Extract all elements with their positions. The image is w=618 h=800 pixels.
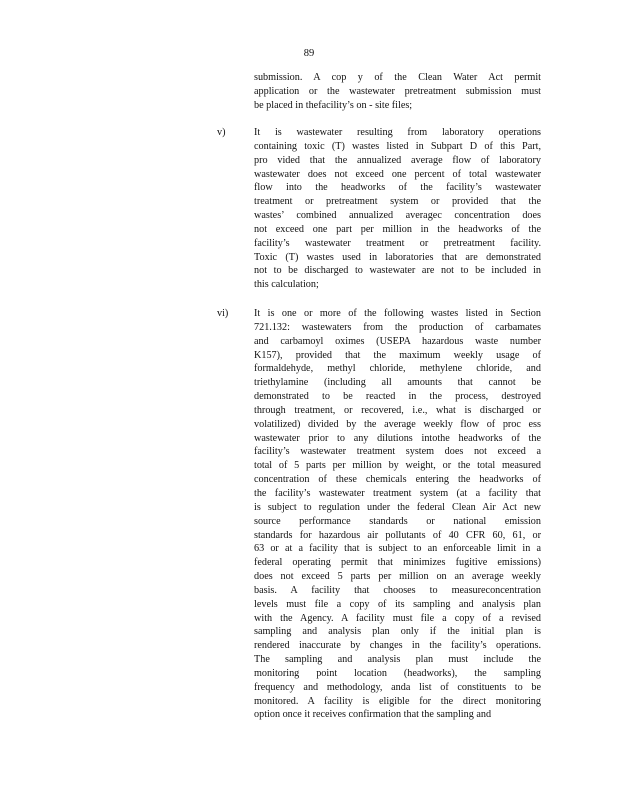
- text-line: total of 5 parts per million by weight, or the total measured: [254, 460, 541, 472]
- text-line: K157), provided that the maximum weekly usage of: [254, 349, 541, 361]
- text-line: not to be discharged to wastewater are not to be included in: [254, 265, 541, 277]
- text-line: sampling and analysis plan only if the initial plan is: [254, 626, 541, 638]
- text-line: rendered inaccurate by changes in the facility’s operations.: [254, 640, 541, 652]
- page-number: 89: [303, 48, 315, 59]
- text-line: wastewater prior to any dilutions intothe headworks of the: [254, 432, 541, 444]
- text-line: this calculation;: [254, 279, 319, 291]
- text-line: treatment or pretreatment system or provided that the: [254, 196, 541, 208]
- text-line: 721.132: wastewaters from the production of carbamates: [254, 321, 541, 333]
- text-line: facility’s wastewater treatment system does not exceed a: [254, 446, 541, 458]
- text-line: monitored. A facility is eligible for the direct monitoring: [254, 695, 541, 707]
- text-line: and carbamoyl oximes (USEPA hazardous waste number: [254, 335, 541, 347]
- text-line: concentration of these chemicals entering the headworks of: [254, 474, 541, 486]
- text-line: monitoring point location (headworks), the sampling: [254, 667, 541, 679]
- text-line: frequency and methodology, anda list of constituents to be: [254, 681, 541, 693]
- text-line: It is wastewater resulting from laboratory operations: [254, 127, 541, 138]
- text-line: pro vided that the annualized average flow of laboratory: [254, 154, 541, 166]
- text-line: formaldehyde, methyl chloride, methylene chloride, and: [254, 363, 541, 375]
- text-line: option once it receives confirmation that the sampling and: [254, 709, 492, 721]
- text-line: volatilized) divided by the average weekly flow of proc ess: [254, 418, 541, 430]
- text-line: is subject to regulation under the federal Clean Air Act new: [254, 501, 541, 513]
- item-vi-paragraph: [254, 307, 541, 722]
- text-line: Toxic (T) wastes used in laboratories that are demonstrated: [254, 251, 541, 263]
- text-line: wastewater does not exceed one percent of total wastewater: [254, 168, 541, 180]
- text-line: does not exceed 5 parts per million on an average weekly: [254, 571, 541, 583]
- text-line: federal operating permit that minimizes fugitive emissions): [254, 557, 541, 569]
- text-line: 63 or at a facility that is subject to an enforceable limit in a: [254, 543, 541, 555]
- text-line: with the Agency. A facility must file a copy of a revised: [254, 612, 541, 624]
- text-line: standards for hazardous air pollutants of 40 CFR 60, 61, or: [254, 529, 541, 541]
- text-line: demonstrated to be reacted in the process, destroyed: [254, 391, 541, 403]
- text-line: submission. A cop y of the Clean Water Act permit: [254, 72, 541, 83]
- text-line: levels must file a copy of its sampling and analysis plan: [254, 598, 541, 610]
- text-line: containing toxic (T) wastes listed in Subpart D of this Part,: [254, 140, 541, 152]
- intro-paragraph: [254, 71, 541, 113]
- text-line: application or the wastewater pretreatment submission must: [254, 85, 541, 97]
- item-vi-marker: vi): [217, 308, 229, 319]
- text-line: be placed in thefacility’s on - site files;: [254, 99, 413, 111]
- text-line: The sampling and analysis plan must include the: [254, 654, 541, 666]
- text-line: triethylamine (including all amounts that cannot be: [254, 377, 541, 389]
- text-line: facility’s wastewater treatment or pretreatment facility.: [254, 237, 541, 249]
- text-line: flow into the headworks of the facility’s wastewater: [254, 182, 541, 194]
- item-v-paragraph: [254, 126, 541, 292]
- text-line: wastes’ combined annualized averagec concentration does: [254, 210, 541, 222]
- text-line: not exceed one part per million in the headworks of the: [254, 223, 541, 235]
- text-line: basis. A facility that chooses to measureconcentration: [254, 584, 541, 596]
- text-line: source performance standards or national emission: [254, 515, 541, 527]
- text-line: the facility’s wastewater treatment system (at a facility that: [254, 487, 541, 499]
- text-line: through treatment, or recovered, i.e., what is discharged or: [254, 404, 541, 416]
- text-line: It is one or more of the following wastes listed in Section: [254, 308, 541, 319]
- item-v-marker: v): [217, 127, 226, 138]
